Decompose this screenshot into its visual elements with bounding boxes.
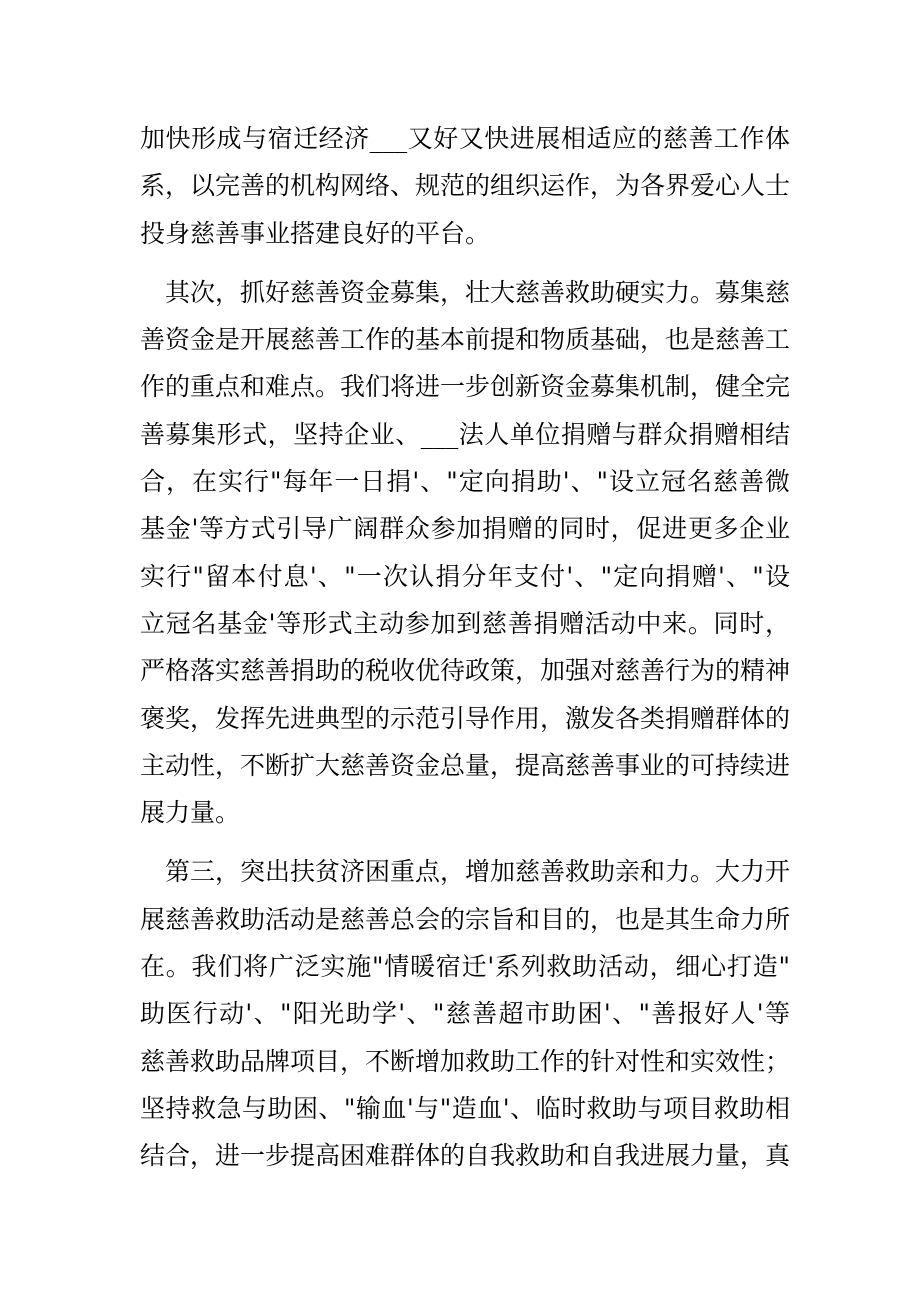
text-line: 系，以完善的机构网络、规范的组织运作，为各界爱心人士 (140, 171, 791, 201)
text-line: 作的重点和难点。我们将进一步创新资金募集机制，健全完 (140, 372, 791, 402)
text-line: 展力量。 (140, 798, 241, 828)
text-line: 合，在实行"每年一日捐'、"定向捐助'、"设立冠名慈善微 (140, 467, 790, 497)
text-line: 严格落实慈善捐助的税收优待政策，加强对慈善行为的精神 (140, 656, 791, 686)
text-line: 立冠名基金'等形式主动参加到慈善捐赠活动中来。同时， (140, 608, 790, 638)
text-line: 在。我们将广泛实施"情暖宿迁'系列救助活动，细心打造" (140, 952, 790, 982)
document-body (140, 115, 790, 1180)
text-line: 加快形成与宿迁经济___又好又快进展相适应的慈善工作体 (140, 124, 790, 153)
paragraph-2 (140, 269, 790, 837)
text-line: 实行"留本付息'、"一次认捐分年支付'、"定向捐赠'、"设 (140, 561, 790, 591)
text-line: 善资金是开展慈善工作的基本前提和物质基础，也是慈善工 (140, 325, 791, 355)
text-line: 主动性，不断扩大慈善资金总量，提高慈善事业的可持续进 (140, 750, 791, 780)
text-line: 善募集形式，坚持企业、___法人单位捐赠与群众捐赠相结 (140, 419, 790, 449)
text-line: 投身慈善事业搭建良好的平台。 (140, 218, 491, 248)
text-line: 坚持救急与助困、"输血'与"造血'、临时救助与项目救助相 (140, 1093, 790, 1123)
text-line: 慈善救助品牌项目，不断增加救助工作的针对性和实效性； (140, 1046, 791, 1076)
paragraph-1 (140, 115, 790, 257)
text-line: 基金'等方式引导广阔群众参加捐赠的同时，促进更多企业 (140, 514, 790, 544)
text-line: 结合，进一步提高困难群体的自我救助和自我进展力量，真 (140, 1141, 791, 1171)
text-line: 助医行动'、"阳光助学'、"慈善超市助困'、"善报好人'等 (140, 999, 790, 1029)
text-line: 其次，抓好慈善资金募集，壮大慈善救助硬实力。募集慈 (165, 277, 791, 307)
text-line: 展慈善救助活动是慈善总会的宗旨和目的，也是其生命力所 (140, 904, 791, 934)
paragraph-3 (140, 848, 790, 1179)
text-line: 褒奖，发挥先进典型的示范引导作用，激发各类捐赠群体的 (140, 703, 791, 733)
text-line: 第三，突出扶贫济困重点，增加慈善救助亲和力。大力开 (165, 857, 791, 887)
